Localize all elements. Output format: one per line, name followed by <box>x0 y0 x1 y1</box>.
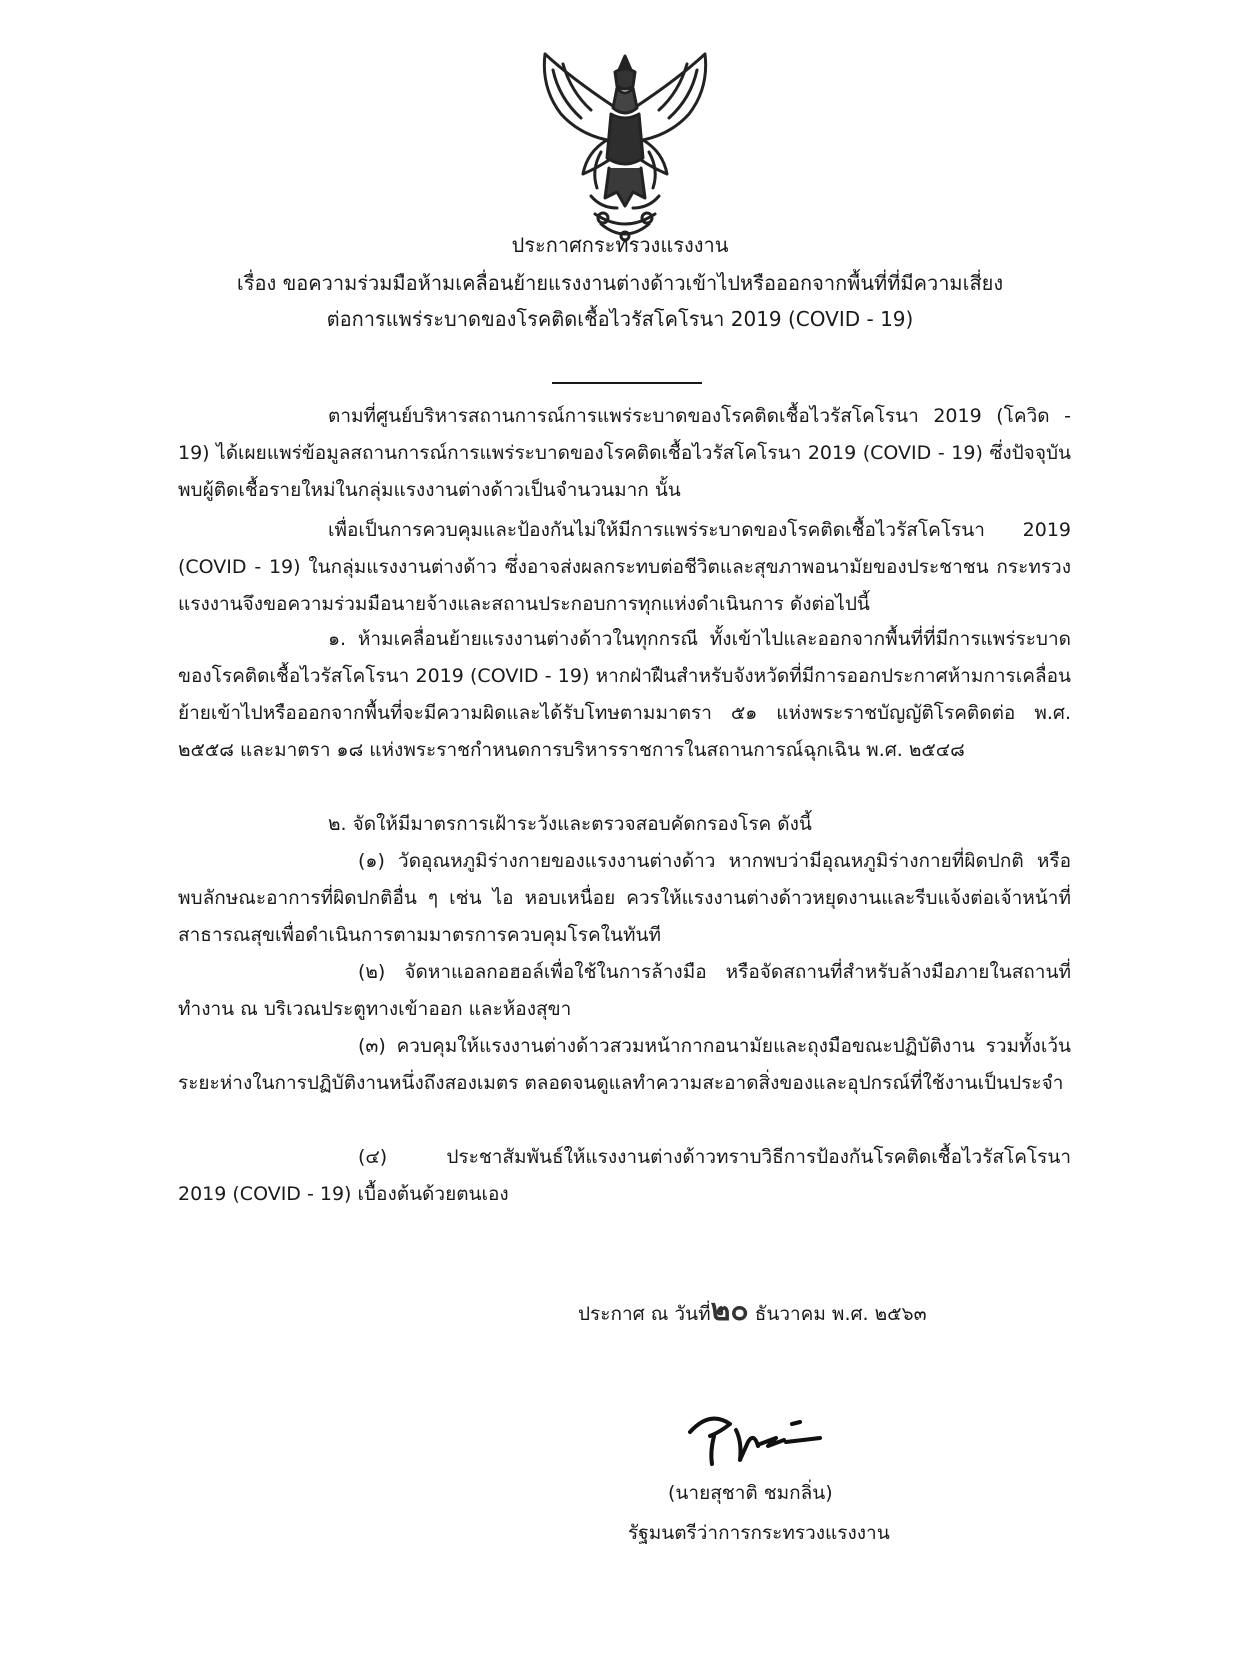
sub-item-3: (๓) ควบคุมให้แรงงานต่างด้าวสวมหน้ากากอนามัยและถุงมือขณะปฏิบัติงาน รวมทั้งเว้นระยะห่างในการปฏิบัติงานหนึ่งถึงสองเมตร ตลอดจนดูแลทำความสะอาดสิ่งของและอุปกรณ์ที่ใช้งานเป็นประจำ <box>178 1035 1071 1094</box>
subject-line-1: เรื่อง ขอความร่วมมือห้ามเคลื่อนย้ายแรงงานต่างด้าวเข้าไปหรือออกจากพื้นที่ที่มีความเสี่ยง <box>236 271 1004 295</box>
sub-measure-2 <box>178 954 1071 1028</box>
signature-icon <box>680 1402 830 1472</box>
item-2: ๒. จัดให้มีมาตรการเฝ้าระวังและตรวจสอบคัดกรองโรค ดังนี้ <box>328 813 812 835</box>
heading-divider <box>552 382 702 384</box>
measure-2 <box>178 806 1071 843</box>
date-prefix: ประกาศ ณ วันที่ <box>578 1303 711 1325</box>
signatory-title: รัฐมนตรีว่าการกระทรวงแรงงาน <box>628 1522 890 1544</box>
date-month-year: ธันวาคม พ.ศ. ๒๕๖๓ <box>754 1303 927 1325</box>
paragraph-purpose <box>178 512 1071 623</box>
sub-measure-3 <box>178 1028 1071 1102</box>
issuer-title: ประกาศกระทรวงแรงงาน <box>511 233 729 257</box>
subject-line-2: ต่อการแพร่ระบาดของโรคติดเชื้อไวรัสโคโรนา 2019 (COVID - 19) <box>326 307 914 331</box>
paragraph-2: เพื่อเป็นการควบคุมและป้องกันไม่ให้มีการแพร่ระบาดของโรคติดเชื้อไวรัสโคโรนา 2019 (COVID - 19) ในกลุ่มแรงงานต่างด้าว ซึ่งอาจส่งผลกระทบต่อชีวิตและสุขภาพอนามัยของประชาชน กระทรวงแรงงานจึงขอความร่วมมือนายจ้างและสถานประกอบการทุกแห่งดำเนินการ ดังต่อไปนี้ <box>178 519 1071 615</box>
paragraph-background <box>178 398 1071 509</box>
sub-measure-1 <box>178 843 1071 954</box>
measure-1 <box>178 621 1071 769</box>
item-1: ๑. ห้ามเคลื่อนย้ายแรงงานต่างด้าวในทุกกรณี ทั้งเข้าไปและออกจากพื้นที่ที่มีการแพร่ระบาดของโรคติดเชื้อไวรัสโคโรนา 2019 (COVID - 19) หากฝ่าฝืนสำหรับจังหวัดที่มีการออกประกาศห้ามการเคลื่อนย้ายเข้าไปหรือออกจากพื้นที่จะมีความผิดและได้รับโทษตามมาตรา ๕๑ แห่งพระราชบัญญัติโรคติดต่อ พ.ศ. ๒๕๕๘ และมาตรา ๑๘ แห่งพระราชกำหนดการบริหารราชการในสถานการณ์ฉุกเฉิน พ.ศ. ๒๕๔๘ <box>178 628 1071 761</box>
date-day: ๒๐ <box>710 1293 749 1328</box>
paragraph-1: ตามที่ศูนย์บริหารสถานการณ์การแพร่ระบาดของโรคติดเชื้อไวรัสโคโรนา 2019 (โควิด - 19) ได้เผยแพร่ข้อมูลสถานการณ์การแพร่ระบาดของโรคติดเชื้อไวรัสโคโรนา 2019 (COVID - 19) ซึ่งปัจจุบันพบผู้ติดเชื้อรายใหม่ในกลุ่มแรงงานต่างด้าวเป็นจำนวนมาก นั้น <box>178 405 1071 501</box>
sub-measure-4 <box>178 1139 1071 1213</box>
sub-item-4: (๔) ประชาสัมพันธ์ให้แรงงานต่างด้าวทราบวิธีการป้องกันโรคติดเชื้อไวรัสโคโรนา 2019 (COVID - 19) เบื้องต้นด้วยตนเอง <box>178 1146 1071 1205</box>
sub-item-2: (๒) จัดหาแอลกอฮอล์เพื่อใช้ในการล้างมือ หรือจัดสถานที่สำหรับล้างมือภายในสถานที่ทำงาน ณ บริเวณประตูทางเข้าออก และห้องสุขา <box>178 961 1071 1020</box>
signatory-name: (นายสุชาติ ชมกลิ่น) <box>668 1482 833 1504</box>
sub-item-1: (๑) วัดอุณหภูมิร่างกายของแรงงานต่างด้าว หากพบว่ามีอุณหภูมิร่างกายที่ผิดปกติ หรือพบลักษณะอาการที่ผิดปกติอื่น ๆ เช่น ไอ หอบเหนื่อย ควรให้แรงงานต่างด้าวหยุดงานและรีบแจ้งต่อเจ้าหน้าที่สาธารณสุขเพื่อดำเนินการตามมาตรการควบคุมโรคในทันที <box>178 850 1071 946</box>
announcement-date <box>578 1293 927 1329</box>
garuda-emblem-icon <box>531 48 719 248</box>
